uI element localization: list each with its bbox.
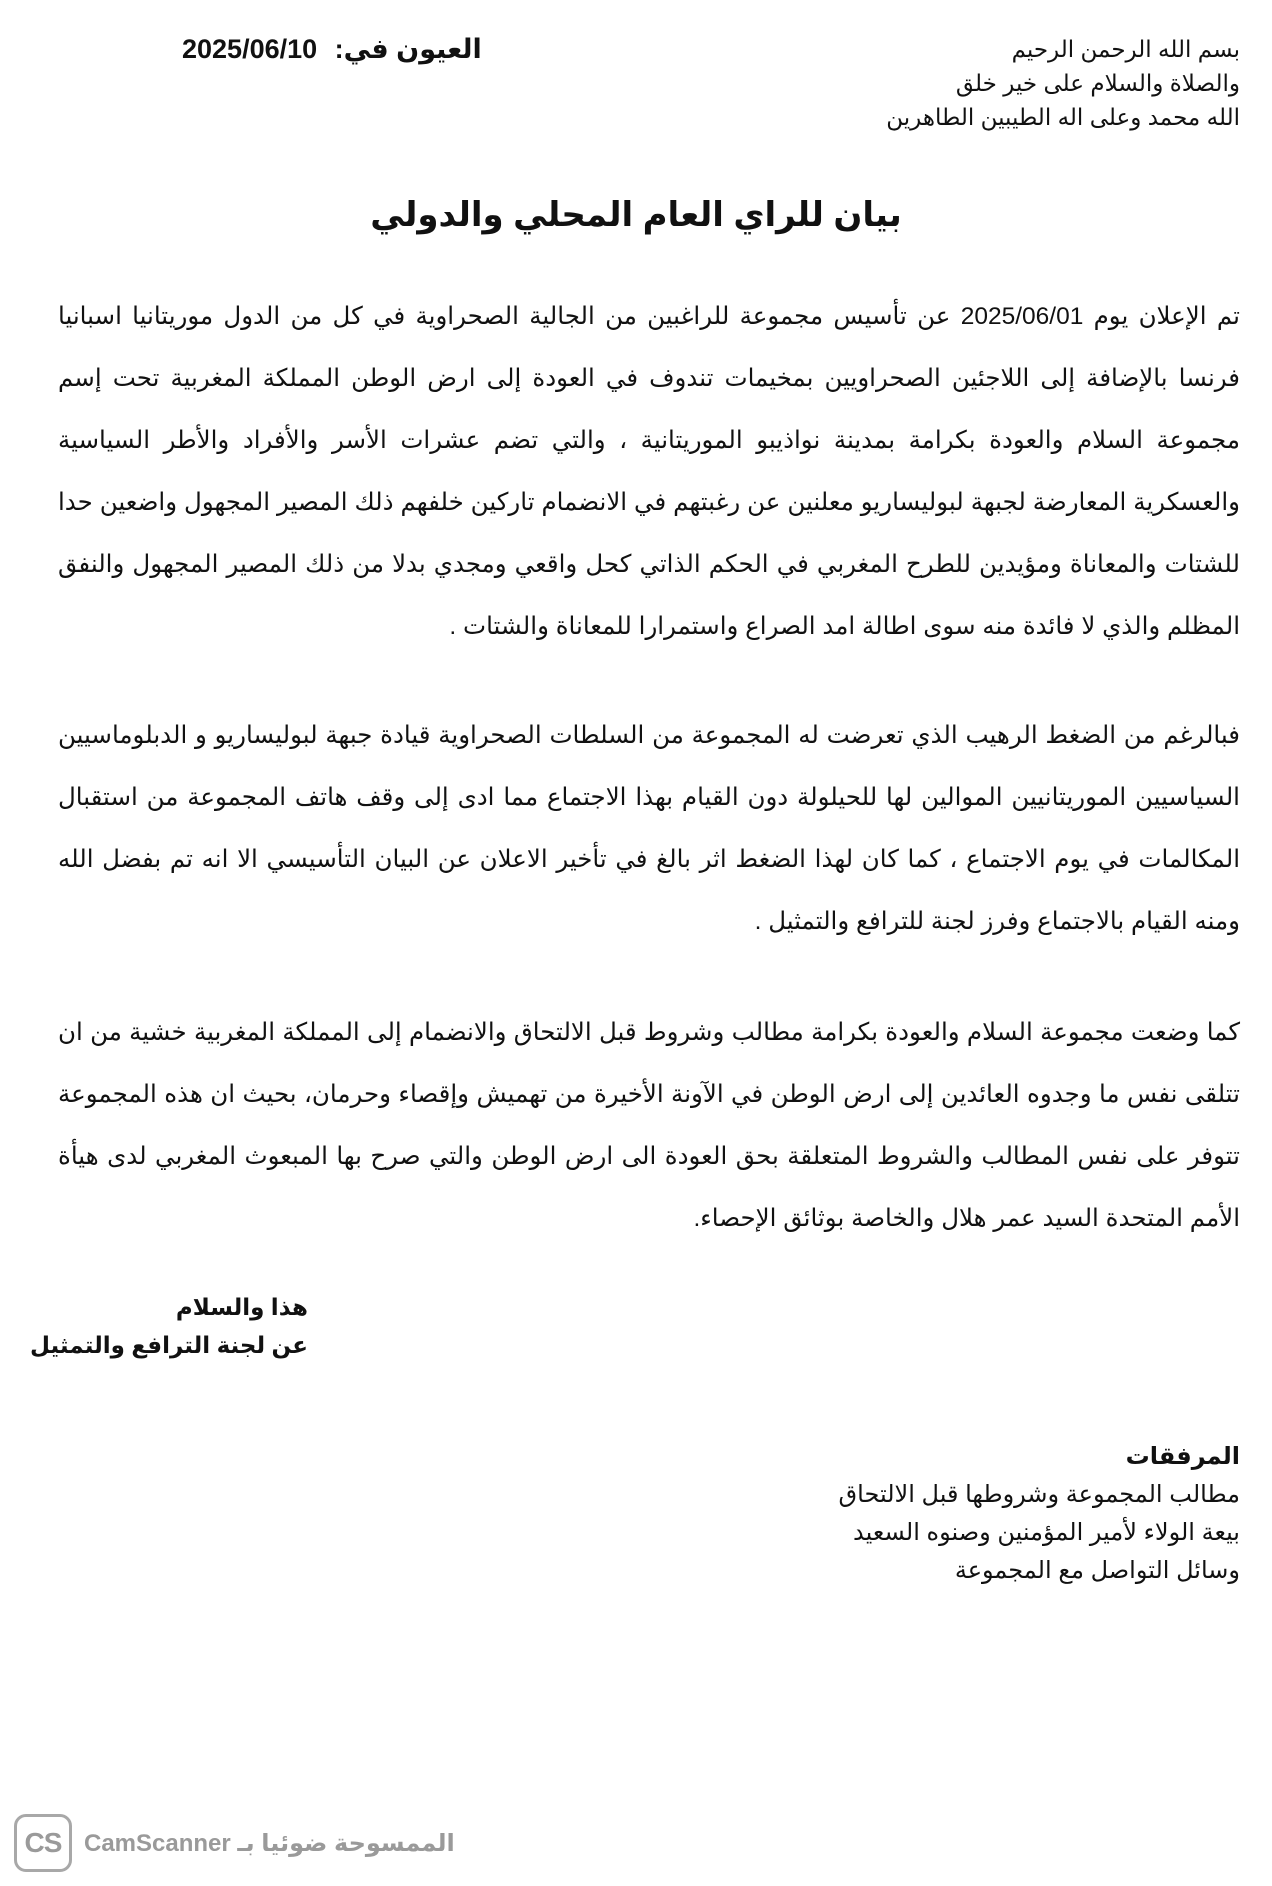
place-label: العيون في: [334,34,482,64]
basmala-line: والصلاة والسلام على خير خلق [955,70,1240,96]
basmala-line: الله محمد وعلى اله الطيبين الطاهرين [886,104,1240,130]
committee-signature: عن لجنة الترافع والتمثيل [30,1332,308,1358]
attachment-item: مطالب المجموعة وشروطها قبل الالتحاق [838,1481,1240,1508]
camscanner-watermark [14,1814,455,1872]
attachments-block [680,1438,1240,1590]
attachments-heading: المرفقات [1125,1443,1240,1470]
attachment-item: بيعة الولاء لأمير المؤمنين وصنوه السعيد [853,1519,1240,1546]
closing-signature [30,1288,308,1364]
basmala-block [720,32,1240,134]
date-line [182,34,482,65]
closing-line: هذا والسلام [175,1294,308,1320]
watermark-text: الممسوحة ضوئيا بـ CamScanner [84,1829,455,1857]
paragraph-demands: كما وضعت مجموعة السلام والعودة بكرامة مطالب وشروط قبل الالتحاق والانضمام إلى المملكة المغربية خشية من ان تتلقى نفس ما وجدوه العائدين إلى ارض الوطن في الآونة الأخيرة من تهميش وإقصاء وحرمان، بحيث ان هذه المجموعة تتوفر على نفس المطالب والشروط المتعلقة بحق العودة الى ارض الوطن والتي صرح بها المبعوث المغربي لدى هيأة الأمم المتحدة السيد عمر هلال والخاصة بوثائق الإحصاء. [58,1019,1240,1232]
document-title: بيان للراي العام المحلي والدولي [370,196,902,234]
basmala-line: بسم الله الرحمن الرحيم [1011,36,1240,62]
document-date: 2025/06/10 [182,34,318,64]
paragraph-pressure: فبالرغم من الضغط الرهيب الذي تعرضت له المجموعة من السلطات الصحراوية قيادة جبهة لبوليساريو و الدبلوماسيين السياسيين الموريتانيين الموالين لها للحيلولة دون القيام بهذا الاجتماع مما ادى إلى وقف هاتف المجموعة من استقبال المكالمات في يوم الاجتماع ، كما كان لهذا الضغط اثر بالغ في تأخير الاعلان عن البيان التأسيسي الا انه تم بفضل الله ومنه القيام بالاجتماع وفرز لجنة للترافع والتمثيل . [58,722,1240,935]
attachment-item: وسائل التواصل مع المجموعة [954,1557,1240,1584]
paragraph-announcement: تم الإعلان يوم 2025/06/01 عن تأسيس مجموعة للراغبين من الجالية الصحراوية في كل من الدول موريتانيا اسبانيا فرنسا بالإضافة إلى اللاجئين الصحراويين بمخيمات تندوف في العودة إلى ارض الوطن المملكة المغربية تحت إسم مجموعة السلام والعودة بكرامة بمدينة نواذيبو الموريتانية ، والتي تضم عشرات الأسر والأفراد والأطر السياسية والعسكرية المعارضة لجبهة لبوليساريو معلنين عن رغبتهم في الانضمام تاركين خلفهم ذلك المصير المجهول واضعين حدا للشتات والمعاناة ومؤيدين للطرح المغربي في الحكم الذاتي كحل واقعي ومجدي بدلا من ذلك المصير المجهول والنفق المظلم والذي لا فائدة منه سوى اطالة امد الصراع واستمرارا للمعاناة والشتات . [58,303,1240,640]
camscanner-logo-icon: CS [14,1814,72,1872]
